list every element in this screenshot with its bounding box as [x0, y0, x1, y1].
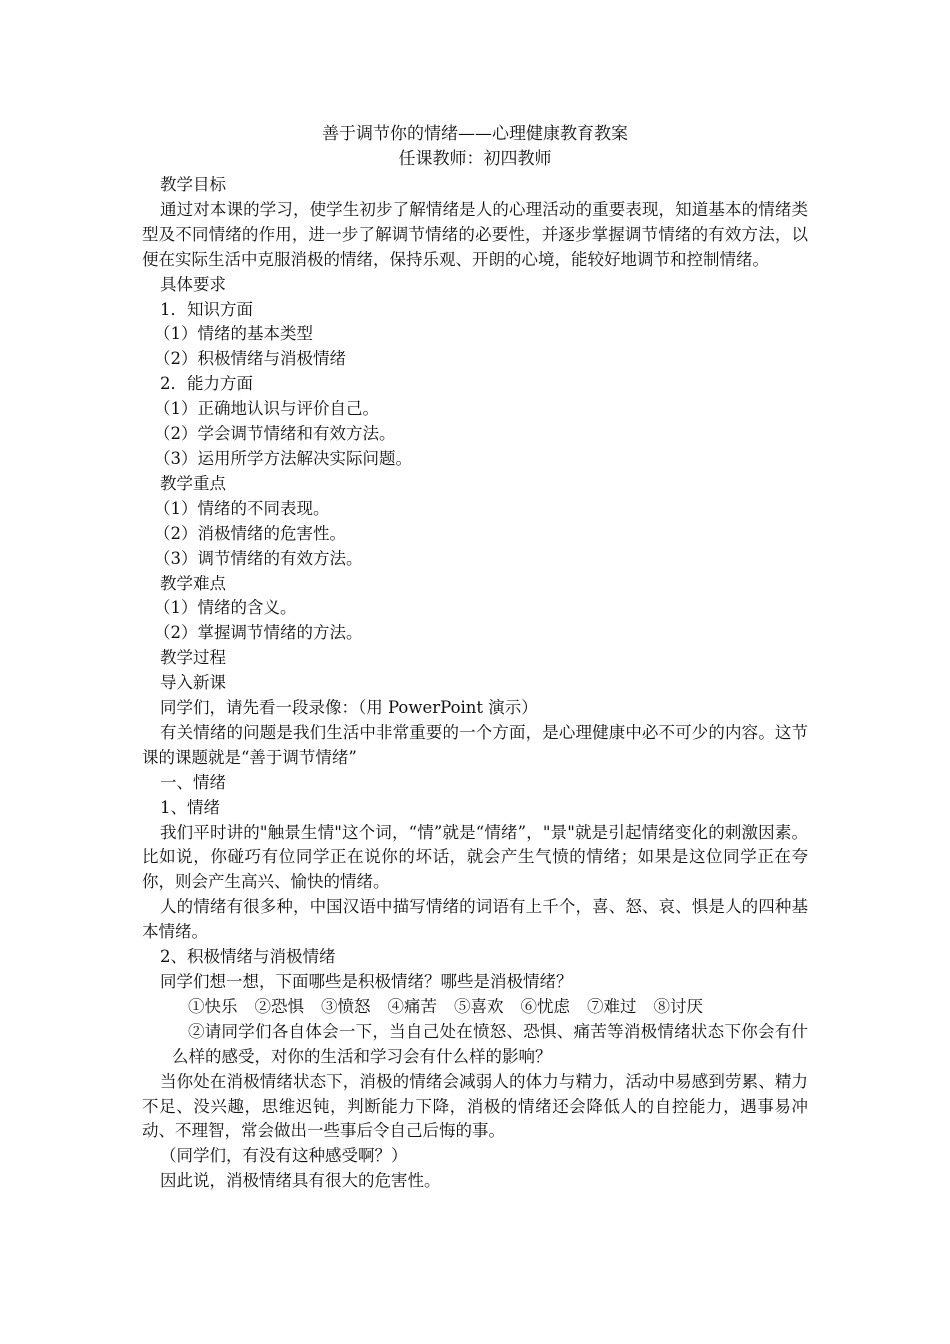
emotion-paragraph: 人的情绪有很多种，中国汉语中描写情绪的词语有上千个，喜、怒、哀、惧是人的四种基本情绪。 — [142, 897, 808, 942]
aside-line: （同学们，有没有这种感受啊？） — [160, 1146, 408, 1166]
subsection-heading: 1、情绪 — [160, 797, 220, 817]
emotion-item: ③愤怒 — [321, 996, 371, 1016]
key-point-item: （2）消极情绪的危害性。 — [154, 523, 346, 543]
key-points-heading: 教学重点 — [160, 473, 226, 493]
key-point-item: （3）调节情绪的有效方法。 — [154, 548, 363, 568]
subsection-heading: 2、积极情绪与消极情绪 — [160, 947, 336, 967]
reflection-prompt: ②请同学们各自体会一下，当自己处在愤怒、恐惧、痛苦等消极情绪状态下你会有什么样的感受，对你的生活和学习会有什么样的影响？ — [172, 1021, 808, 1066]
conclusion-line: 因此说，消极情绪具有很大的危害性。 — [160, 1171, 441, 1191]
document-page — [142, 122, 808, 1194]
difficulty-item: （2）掌握调节情绪的方法。 — [154, 623, 363, 643]
knowledge-item: （2）积极情绪与消极情绪 — [154, 349, 346, 369]
knowledge-heading: 1．知识方面 — [160, 299, 253, 319]
teacher-line: 任课教师：初四教师 — [398, 149, 552, 169]
requirements-heading: 具体要求 — [160, 274, 226, 294]
emotion-item: ②恐惧 — [254, 996, 304, 1016]
emotion-item: ⑤喜欢 — [454, 996, 504, 1016]
ability-item: （2）学会调节情绪和有效方法。 — [154, 424, 396, 444]
question-line: 同学们想一想，下面哪些是积极情绪？哪些是消极情绪？ — [160, 972, 573, 991]
intro-paragraph: 有关情绪的问题是我们生活中非常重要的一个方面，是心理健康中必不可少的内容。这节课的课题就是“善于调节情绪” — [142, 722, 808, 767]
emotion-item: ⑦难过 — [587, 996, 637, 1016]
goal-paragraph: 通过对本课的学习，使学生初步了解情绪是人的心理活动的重要表现，知道基本的情绪类型及不同情绪的作用，进一步了解调节情绪的必要性，并逐步掌握调节情绪的有效方法，以便在实际生活中克服消极的情绪，保持乐观、开朗的心境，能较好地调节和控制情绪。 — [142, 199, 808, 269]
emotion-paragraph: 我们平时讲的"触景生情"这个词，“情”就是“情绪”，"景"就是引起情绪变化的刺激因素。比如说，你碰巧有位同学正在说你的坏话，就会产生气愤的情绪；如果是这位同学正在夸你，则会产生高兴、愉快的情绪。 — [142, 822, 808, 892]
key-point-item: （1）情绪的不同表现。 — [154, 498, 330, 518]
process-heading: 教学过程 — [160, 648, 226, 668]
ability-item: （3）运用所学方法解决实际问题。 — [154, 448, 412, 468]
emotion-item: ①快乐 — [188, 996, 238, 1016]
ability-item: （1）正确地认识与评价自己。 — [154, 399, 379, 419]
emotion-item: ⑧讨厌 — [653, 996, 703, 1016]
section-heading: 一、情绪 — [160, 772, 226, 792]
knowledge-item: （1）情绪的基本类型 — [154, 324, 313, 344]
emotion-item: ⑥忧虑 — [520, 996, 570, 1016]
ability-heading: 2．能力方面 — [160, 374, 253, 394]
negative-emotion-paragraph: 当你处在消极情绪状态下，消极的情绪会减弱人的体力与精力，活动中易感到劳累、精力不足、没兴趣，思维迟钝，判断能力下降，消极的情绪还会降低人的自控能力，遇事易冲动、不理智，常会做出一些事后令自己后悔的事。 — [142, 1071, 808, 1141]
emotion-list — [142, 995, 808, 1020]
intro-line: 同学们，请先看一段录像：（用 PowerPoint 演示） — [160, 698, 538, 718]
difficulty-heading: 教学难点 — [160, 573, 226, 593]
intro-heading: 导入新课 — [160, 673, 226, 693]
document-title: 善于调节你的情绪——心理健康教育教案 — [322, 124, 628, 144]
difficulty-item: （1）情绪的含义。 — [154, 598, 297, 618]
emotion-item: ④痛苦 — [387, 996, 437, 1016]
goal-heading: 教学目标 — [160, 175, 226, 194]
